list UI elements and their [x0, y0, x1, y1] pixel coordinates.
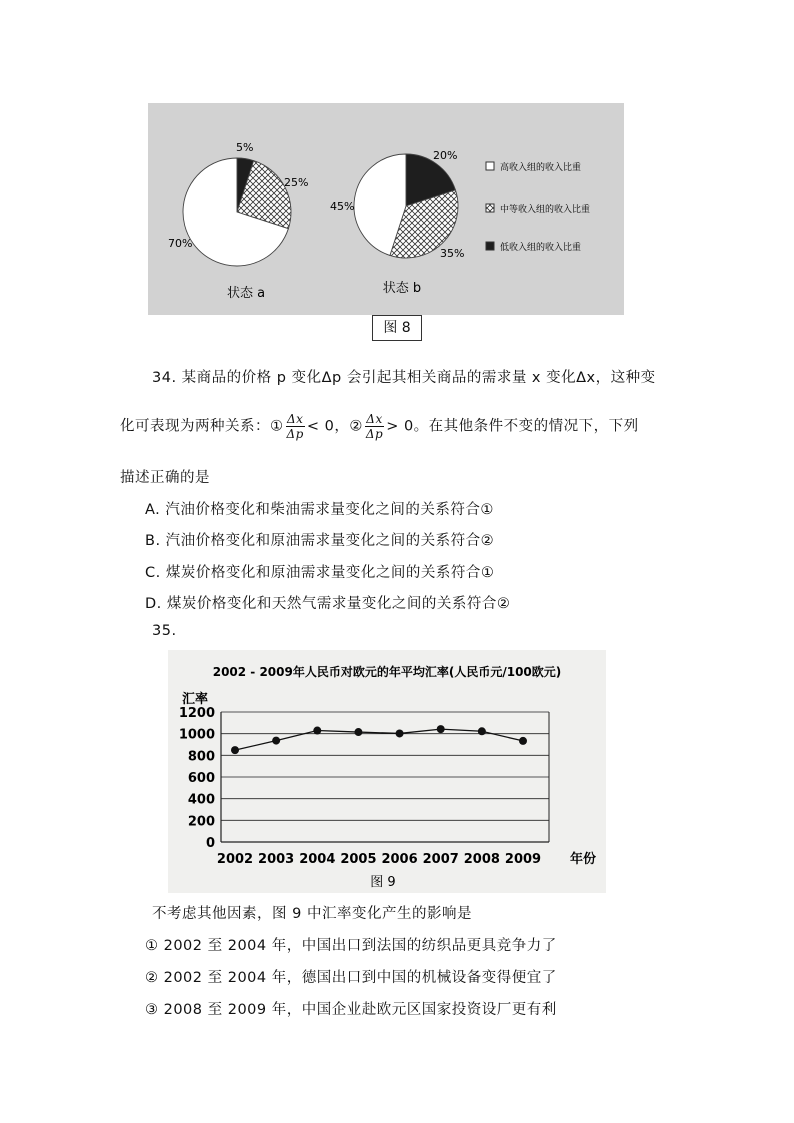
- q34-line1: 34. 某商品的价格 p 变化Δp 会引起其相关商品的需求量 x 变化Δx，这种变: [152, 370, 656, 386]
- q34-option-b: B. 汽油价格变化和原油需求量变化之间的关系符合②: [145, 533, 495, 549]
- pie-b-title: 状态 b: [382, 281, 422, 296]
- pie-b-label-high: 45%: [330, 200, 355, 213]
- q34-rel1-tail: < 0，②: [306, 418, 363, 435]
- pie-a-title: 状态 a: [226, 286, 266, 301]
- fig9-x-tick-label: 2003: [258, 852, 295, 867]
- fig9-x-tick-label: 2007: [422, 852, 459, 867]
- rel1-denominator: Δp: [286, 427, 304, 441]
- fig9-x-tick-label: 2005: [340, 852, 377, 867]
- q34-rel2-tail: > 0。在其他条件不变的情况下，下列: [386, 418, 639, 435]
- fig9-data-point: [478, 727, 486, 735]
- fig9-x-tick-label: 2008: [463, 852, 500, 867]
- pie-state-a: [168, 141, 308, 266]
- pie-b-label-low: 20%: [433, 149, 458, 162]
- fig9-series: [231, 725, 527, 754]
- fig9-grid: [221, 712, 549, 842]
- fig9-y-tick-label: 800: [187, 749, 215, 765]
- q34-line2: [120, 412, 639, 441]
- legend: [486, 161, 590, 253]
- figure-8-panel: [148, 103, 624, 315]
- fig9-data-point: [519, 737, 527, 745]
- fig9-data-point: [437, 725, 445, 733]
- pie-a-label-low: 5%: [236, 141, 254, 154]
- relation-1-fraction: [286, 412, 305, 441]
- legend-label-low: 低收入组的收入比重: [500, 243, 582, 253]
- fig9-x-ticks: [217, 852, 541, 867]
- fig9-data-point: [272, 737, 280, 745]
- pie-state-b: [330, 149, 464, 260]
- fig9-title: 2002 - 2009年人民币对欧元的年平均汇率(人民币元/100欧元): [212, 665, 562, 679]
- legend-label-high: 高收入组的收入比重: [500, 163, 582, 173]
- q34-option-a: A. 汽油价格变化和柴油需求量变化之间的关系符合①: [145, 502, 494, 518]
- legend-label-middle: 中等收入组的收入比重: [500, 205, 591, 215]
- fig9-data-point: [354, 728, 362, 736]
- figure-9-panel: [168, 650, 606, 893]
- q35-number: 35.: [152, 623, 177, 639]
- fig9-x-tick-label: 2006: [381, 852, 418, 867]
- pie-b-label-middle: 35%: [440, 247, 465, 260]
- pie-a-label-high: 70%: [168, 237, 193, 250]
- q35-statement-1: ① 2002 至 2004 年，中国出口到法国的纺织品更具竞争力了: [145, 938, 557, 954]
- figure-8-chart: [148, 103, 624, 315]
- fig9-caption: 图 9: [370, 875, 396, 890]
- fig9-x-tick-label: 2004: [299, 852, 336, 867]
- fig9-data-point: [313, 727, 321, 735]
- fig9-data-point: [231, 746, 239, 754]
- fig9-y-tick-label: 200: [187, 814, 215, 830]
- pie-a-label-middle: 25%: [284, 176, 309, 189]
- fig9-ylabel: 汇率: [182, 692, 209, 707]
- fig9-y-ticks: [179, 706, 215, 851]
- fig9-x-tick-label: 2009: [504, 852, 542, 867]
- q34-option-c: C. 煤炭价格变化和原油需求量变化之间的关系符合①: [145, 565, 495, 581]
- q35-statement-3: ③ 2008 至 2009 年，中国企业赴欧元区国家投资设厂更有利: [145, 1002, 557, 1018]
- rel2-denominator: Δp: [365, 427, 384, 441]
- rel2-numerator: Δx: [366, 412, 383, 426]
- legend-swatch-high: [486, 162, 494, 170]
- fig9-y-tick-label: 400: [187, 792, 215, 808]
- figure-9-chart: [168, 650, 606, 893]
- fig9-xlabel: 年份: [570, 852, 597, 867]
- q34-line3: 描述正确的是: [120, 470, 210, 486]
- fig9-x-tick-label: 2002: [216, 852, 254, 867]
- fig9-data-point: [396, 729, 404, 737]
- fig9-y-tick-label: 1200: [178, 706, 215, 721]
- q34-line2-pre: 化可表现为两种关系：①: [120, 418, 284, 435]
- legend-swatch-middle: [486, 204, 494, 212]
- rel1-numerator: Δx: [286, 412, 304, 426]
- q35-statement-2: ② 2002 至 2004 年，德国出口到中国的机械设备变得便宜了: [145, 970, 557, 986]
- fig9-y-tick-label: 0: [205, 836, 215, 851]
- q35-intro: 不考虑其他因素，图 9 中汇率变化产生的影响是: [152, 906, 472, 922]
- legend-swatch-low: [486, 242, 494, 250]
- fig9-y-tick-label: 600: [187, 771, 215, 786]
- relation-2-fraction: [365, 412, 384, 441]
- fig9-y-tick-label: 1000: [178, 727, 215, 743]
- q34-option-d: D. 煤炭价格变化和天然气需求量变化之间的关系符合②: [145, 596, 511, 612]
- figure-8-caption: 图 8: [372, 315, 422, 341]
